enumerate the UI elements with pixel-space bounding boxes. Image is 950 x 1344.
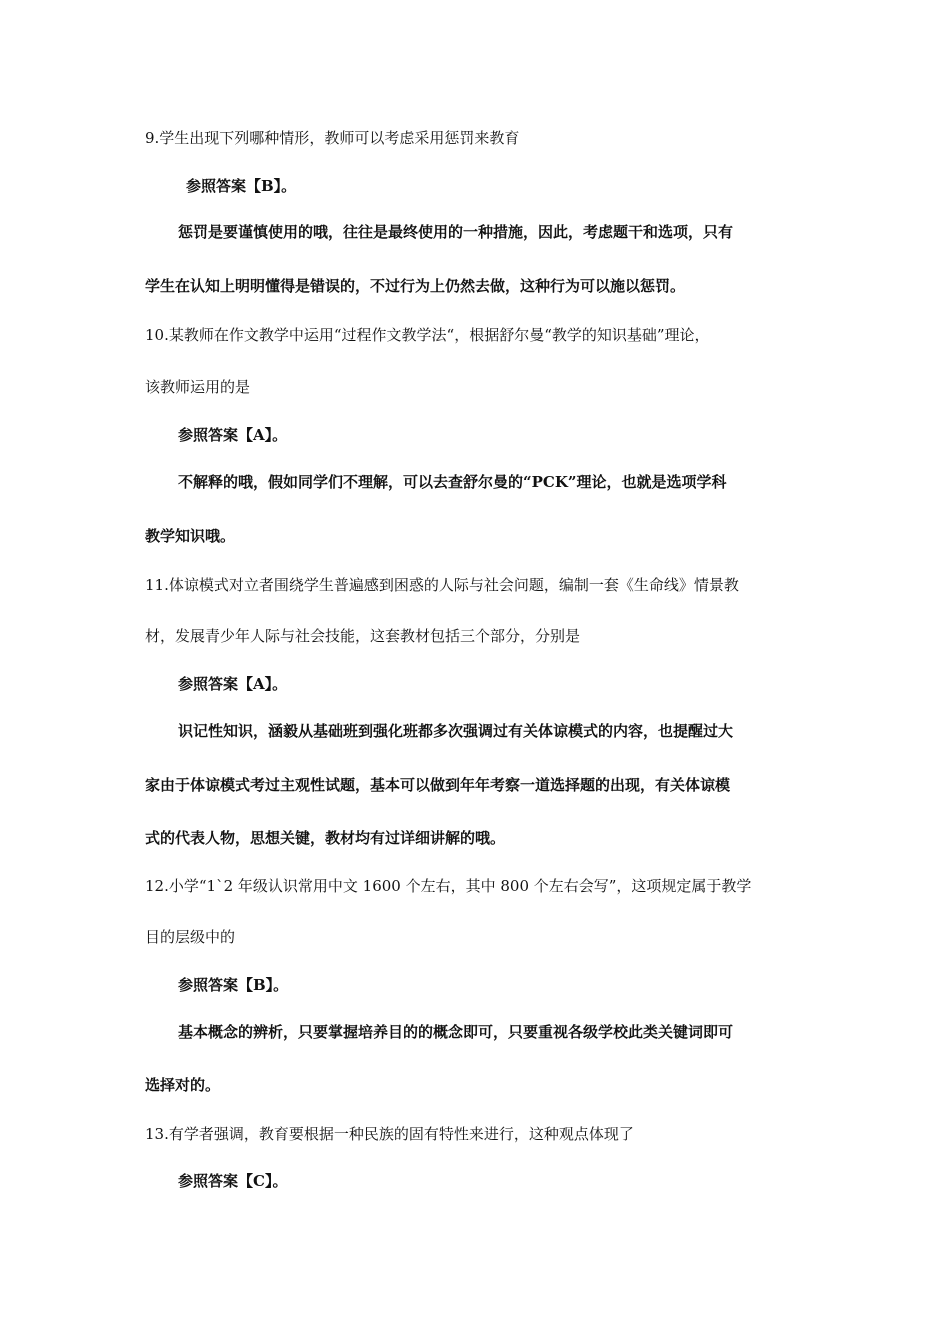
question-13-line-1: 13.有学者强调，教育要根据一种民族的固有特性来进行，这种观点体现了 xyxy=(145,1125,634,1143)
explanation-11-line-3: 式的代表人物，思想关键，教材均有过详细讲解的哦。 xyxy=(145,829,506,847)
explanation-9-line-2: 学生在认知上明明懂得是错误的，不过行为上仍然去做，这种行为可以施以惩罚。 xyxy=(145,277,686,295)
explanation-11-line-2: 家由于体谅模式考过主观性试题，基本可以做到年年考察一道选择题的出现，有关体谅模 xyxy=(145,776,731,794)
explanation-10-line-1: 不解释的哦，假如同学们不理解，可以去查舒尔曼的“PCK”理论，也就是选项学科 xyxy=(178,473,727,491)
question-10-line-2: 该教师运用的是 xyxy=(145,378,251,396)
question-9-line-1: 9.学生出现下列哪种情形，教师可以考虑采用惩罚来教育 xyxy=(145,129,520,147)
question-11-line-2: 材，发展青少年人际与社会技能，这套教材包括三个部分，分别是 xyxy=(145,627,581,645)
answer-11: 参照答案【A】。 xyxy=(178,675,288,693)
explanation-10-line-2: 教学知识哦。 xyxy=(145,527,236,545)
question-11-line-1: 11.体谅模式对立者围绕学生普遍感到困惑的人际与社会问题，编制一套《生命线》情景教 xyxy=(145,576,739,594)
explanation-12-line-1: 基本概念的辨析，只要掌握培养目的的概念即可，只要重视各级学校此类关键词即可 xyxy=(178,1023,734,1041)
answer-12: 参照答案【B】。 xyxy=(178,976,289,994)
question-12-line-1: 12.小学“1`2 年级认识常用中文 1600 个左右，其中 800 个左右会写”，这项规定属于教学 xyxy=(145,877,752,895)
answer-10: 参照答案【A】。 xyxy=(178,426,288,444)
answer-9: 参照答案【B】。 xyxy=(186,177,297,195)
question-12-line-2: 目的层级中的 xyxy=(145,928,236,946)
answer-13: 参照答案【C】。 xyxy=(178,1172,288,1190)
explanation-9-line-1: 惩罚是要谨慎使用的哦，往往是最终使用的一种措施，因此，考虑题干和选项，只有 xyxy=(178,223,734,241)
explanation-11-line-1: 识记性知识，涵毅从基础班到强化班都多次强调过有关体谅模式的内容，也提醒过大 xyxy=(178,722,734,740)
explanation-12-line-2: 选择对的。 xyxy=(145,1076,221,1094)
question-10-line-1: 10.某教师在作文教学中运用“过程作文教学法“，根据舒尔曼“教学的知识基础”理论， xyxy=(145,326,710,344)
